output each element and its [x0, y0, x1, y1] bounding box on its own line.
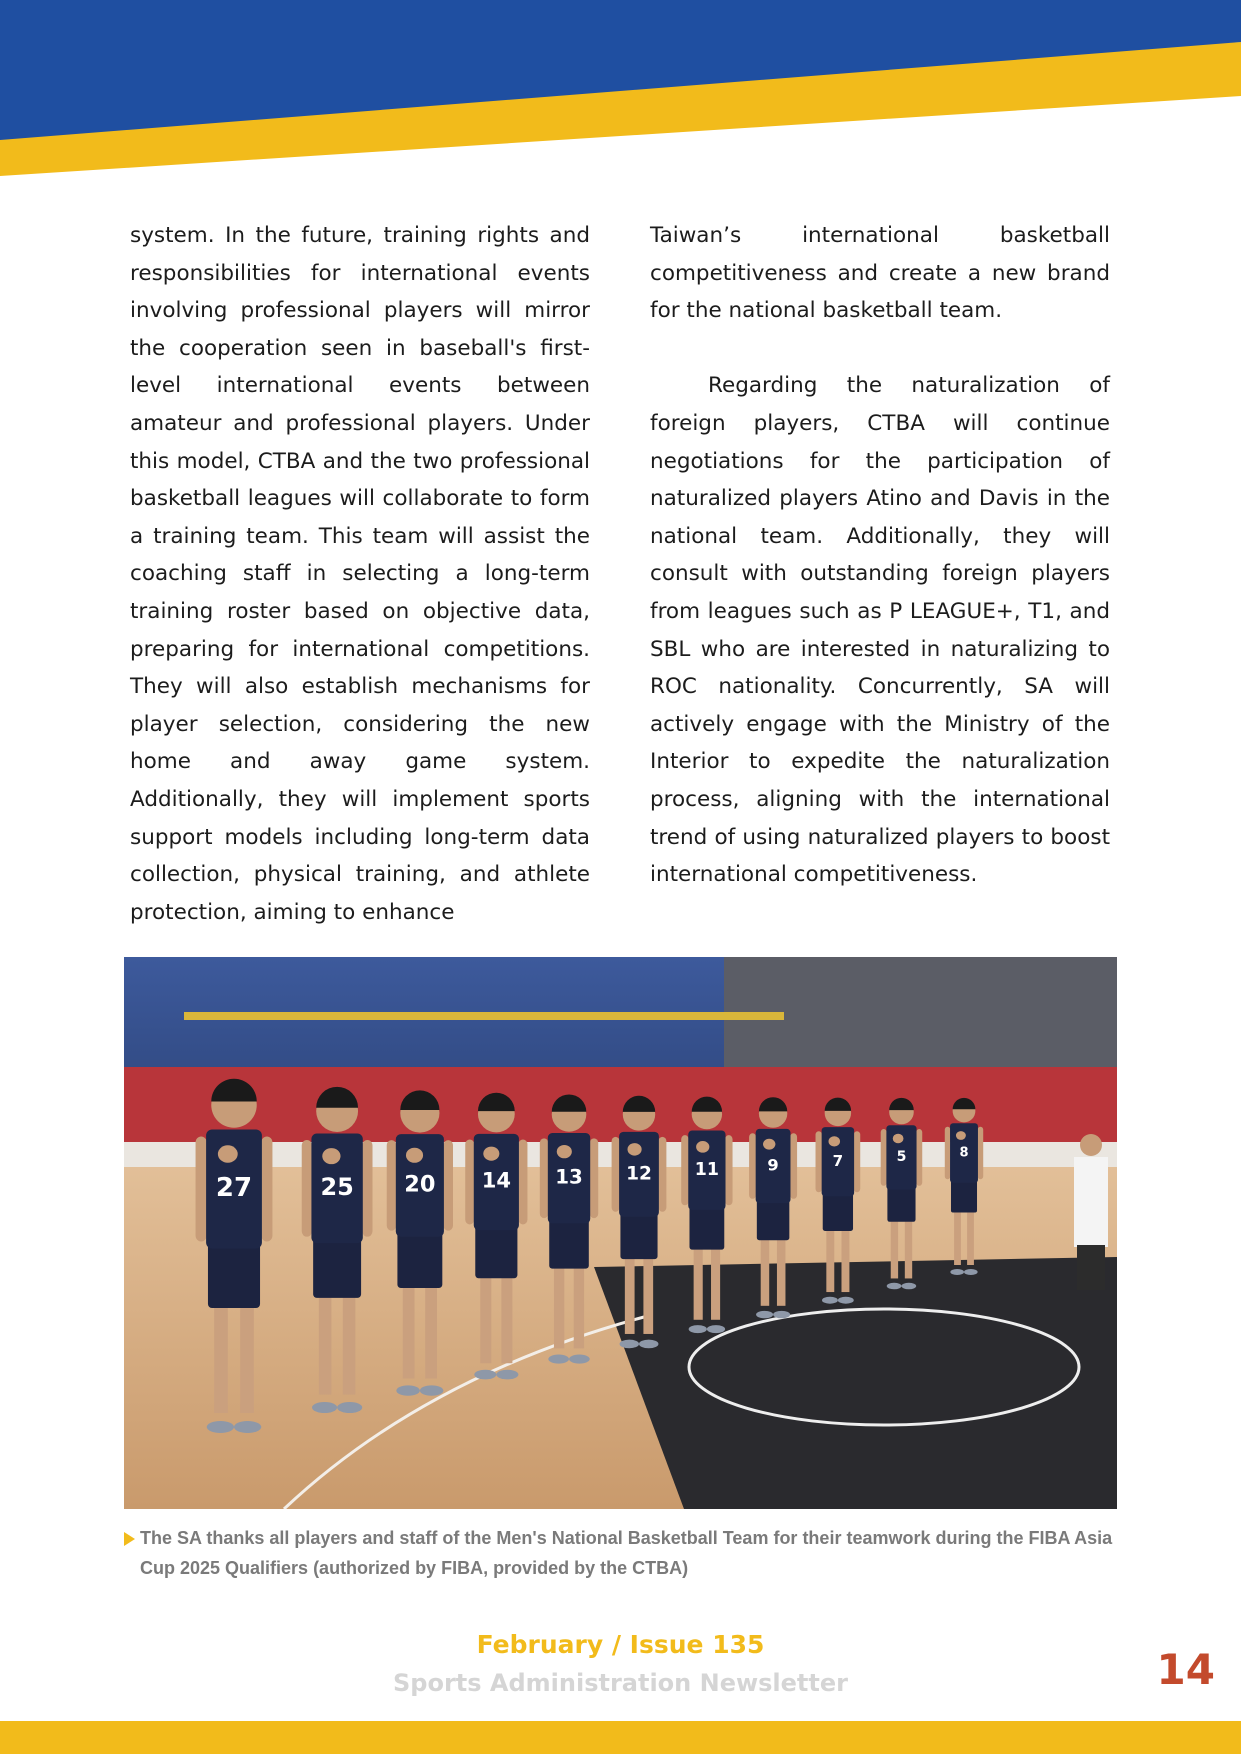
jersey-number: 12 — [626, 1163, 652, 1185]
team-photo-illustration — [124, 957, 1117, 1509]
jersey-number: 5 — [896, 1149, 907, 1166]
jersey-number: 14 — [481, 1167, 511, 1193]
header-decorative-band — [0, 0, 1241, 180]
page-number: 14 — [1156, 1645, 1215, 1694]
caption-text: The SA thanks all players and staff of the Men's National Basketball Team for their teamwork during the FIBA Asia Cup 2025 Qualifiers (authorized by FIBA, provided by the CTBA) — [140, 1528, 1113, 1578]
article-column-left — [130, 217, 590, 931]
photo-caption — [124, 1523, 1119, 1583]
footer-publication-title: Sports Administration Newsletter — [392, 1669, 848, 1697]
staff-member — [1074, 1134, 1108, 1290]
body-paragraph: Taiwan’s international basketball competitiveness and create a new brand for the national basketball team. — [650, 223, 1110, 324]
footer-issue-label: February / Issue 135 — [476, 1630, 765, 1659]
jersey-number: 27 — [215, 1173, 253, 1203]
jersey-number: 9 — [767, 1155, 779, 1175]
jersey-number: 25 — [320, 1172, 354, 1201]
jersey-number: 7 — [832, 1151, 844, 1170]
body-paragraph: Regarding the naturalization of foreign players, CTBA will continue negotiations for the participation of naturalized players Atino and Davis in the national team. Additionally, they will consult with outstanding foreign players from leagues such as P LEAGUE+, T1, and SBL who are interested in naturalizing to ROC nationality. Concurrently, SA will actively engage with the Ministry of the Interior to expedite the naturalization process, aligning with the international trend of using naturalized players to boost international competitiveness. — [650, 373, 1110, 888]
jersey-number: 11 — [694, 1159, 719, 1180]
caption-triangle-icon — [124, 1532, 135, 1546]
jersey-number: 13 — [555, 1165, 583, 1189]
jersey-number: 8 — [959, 1145, 969, 1161]
jersey-number: 20 — [404, 1171, 436, 1198]
yellow-rail — [184, 1012, 784, 1020]
footer-yellow-bar — [0, 1721, 1241, 1754]
court-dark-paint — [594, 1257, 1117, 1509]
team-photo — [124, 957, 1117, 1509]
body-paragraph: system. In the future, training rights and responsibilities for international events involving professional players will mirror the cooperation seen in baseball's first-level international events between amateur and professional players. Under this model, CTBA and the two professional basketball leagues will collaborate to form a training team. This team will assist the coaching staff in selecting a long-term training roster based on objective data, preparing for international competitions. They will also establish mechanisms for player selection, considering the new home and away game system. Additionally, they will implement sports support models including long-term data collection, physical training, and athlete protection, aiming to enhance — [130, 223, 590, 925]
article-column-right — [650, 217, 1110, 894]
